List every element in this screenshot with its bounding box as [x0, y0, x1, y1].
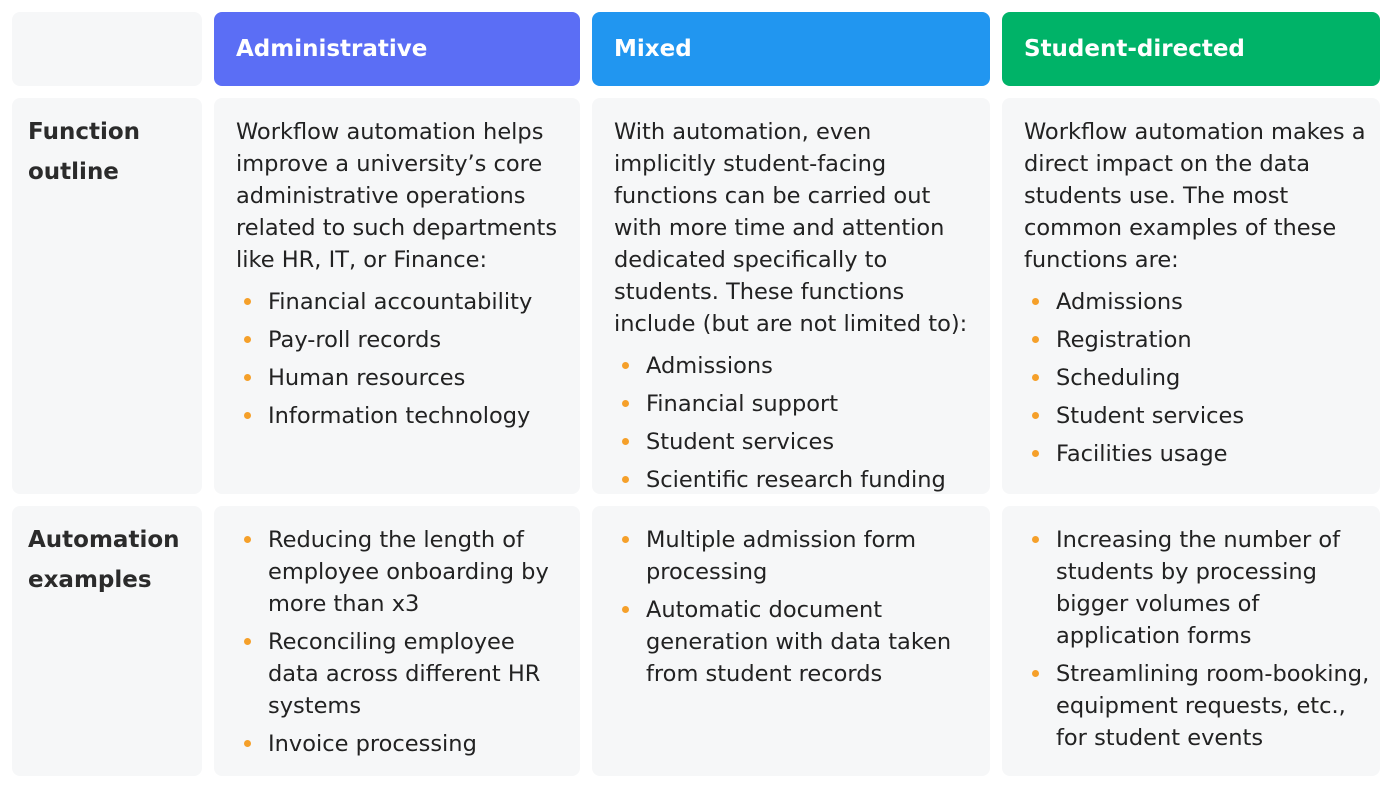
list-item: Reconciling employee data across different HR systems	[236, 626, 566, 722]
list-item: Human resources	[236, 362, 566, 394]
bullet-list	[614, 350, 976, 496]
list-item: Admissions	[1024, 286, 1366, 318]
list-item: Student services	[614, 426, 976, 458]
row-label-text: Function outline	[28, 119, 141, 185]
list-item: Multiple admission form processing	[614, 524, 976, 588]
list-item: Admissions	[614, 350, 976, 382]
list-item: Reducing the length of employee onboarding by more than x3	[236, 524, 566, 620]
list-item: Streamlining room-booking, equipment requests, etc., for student events	[1024, 658, 1374, 754]
list-item: Financial accountability	[236, 286, 566, 318]
column-header-label: Administrative	[236, 36, 428, 62]
list-item: Financial support	[614, 388, 976, 420]
list-item: Student services	[1024, 400, 1366, 432]
corner-cell	[12, 12, 202, 86]
list-item: Increasing the number of students by processing bigger volumes of application forms	[1024, 524, 1374, 652]
cell-automation-examples-student-directed	[1002, 506, 1380, 776]
cell-function-outline-administrative	[214, 98, 580, 494]
cell-function-outline-mixed	[592, 98, 990, 494]
list-item: Scheduling	[1024, 362, 1366, 394]
column-header-label: Mixed	[614, 36, 692, 62]
bullet-list	[1024, 286, 1366, 470]
column-header-student-directed	[1002, 12, 1380, 86]
cell-intro: Workflow automation helps improve a university’s core administrative operations related to such departments like HR, IT, or Finance:	[236, 119, 558, 273]
bullet-list	[236, 524, 566, 760]
bullet-list	[236, 286, 566, 432]
list-item: Registration	[1024, 324, 1366, 356]
bullet-list	[614, 524, 976, 690]
cell-automation-examples-mixed	[592, 506, 990, 776]
column-header-label: Student-directed	[1024, 36, 1245, 62]
list-item: Invoice processing	[236, 728, 566, 760]
cell-automation-examples-administrative	[214, 506, 580, 776]
list-item: Pay-roll records	[236, 324, 566, 356]
cell-intro: Workflow automation makes a direct impact on the data students use. The most common examples of these functions are:	[1024, 119, 1366, 273]
list-item: Automatic document generation with data taken from student records	[614, 594, 976, 690]
list-item: Scientific research funding	[614, 464, 976, 496]
column-header-mixed	[592, 12, 990, 86]
row-label-automation-examples	[12, 506, 202, 776]
row-label-function-outline	[12, 98, 202, 494]
bullet-list	[1024, 524, 1374, 754]
row-label-text: Automation examples	[28, 527, 180, 593]
list-item: Facilities usage	[1024, 438, 1366, 470]
cell-function-outline-student-directed	[1002, 98, 1380, 494]
cell-intro: With automation, even implicitly student-facing functions can be carried out with more time and attention dedicated specifically to students. These functions include (but are not limited to):	[614, 119, 968, 337]
list-item: Information technology	[236, 400, 566, 432]
column-header-administrative	[214, 12, 580, 86]
